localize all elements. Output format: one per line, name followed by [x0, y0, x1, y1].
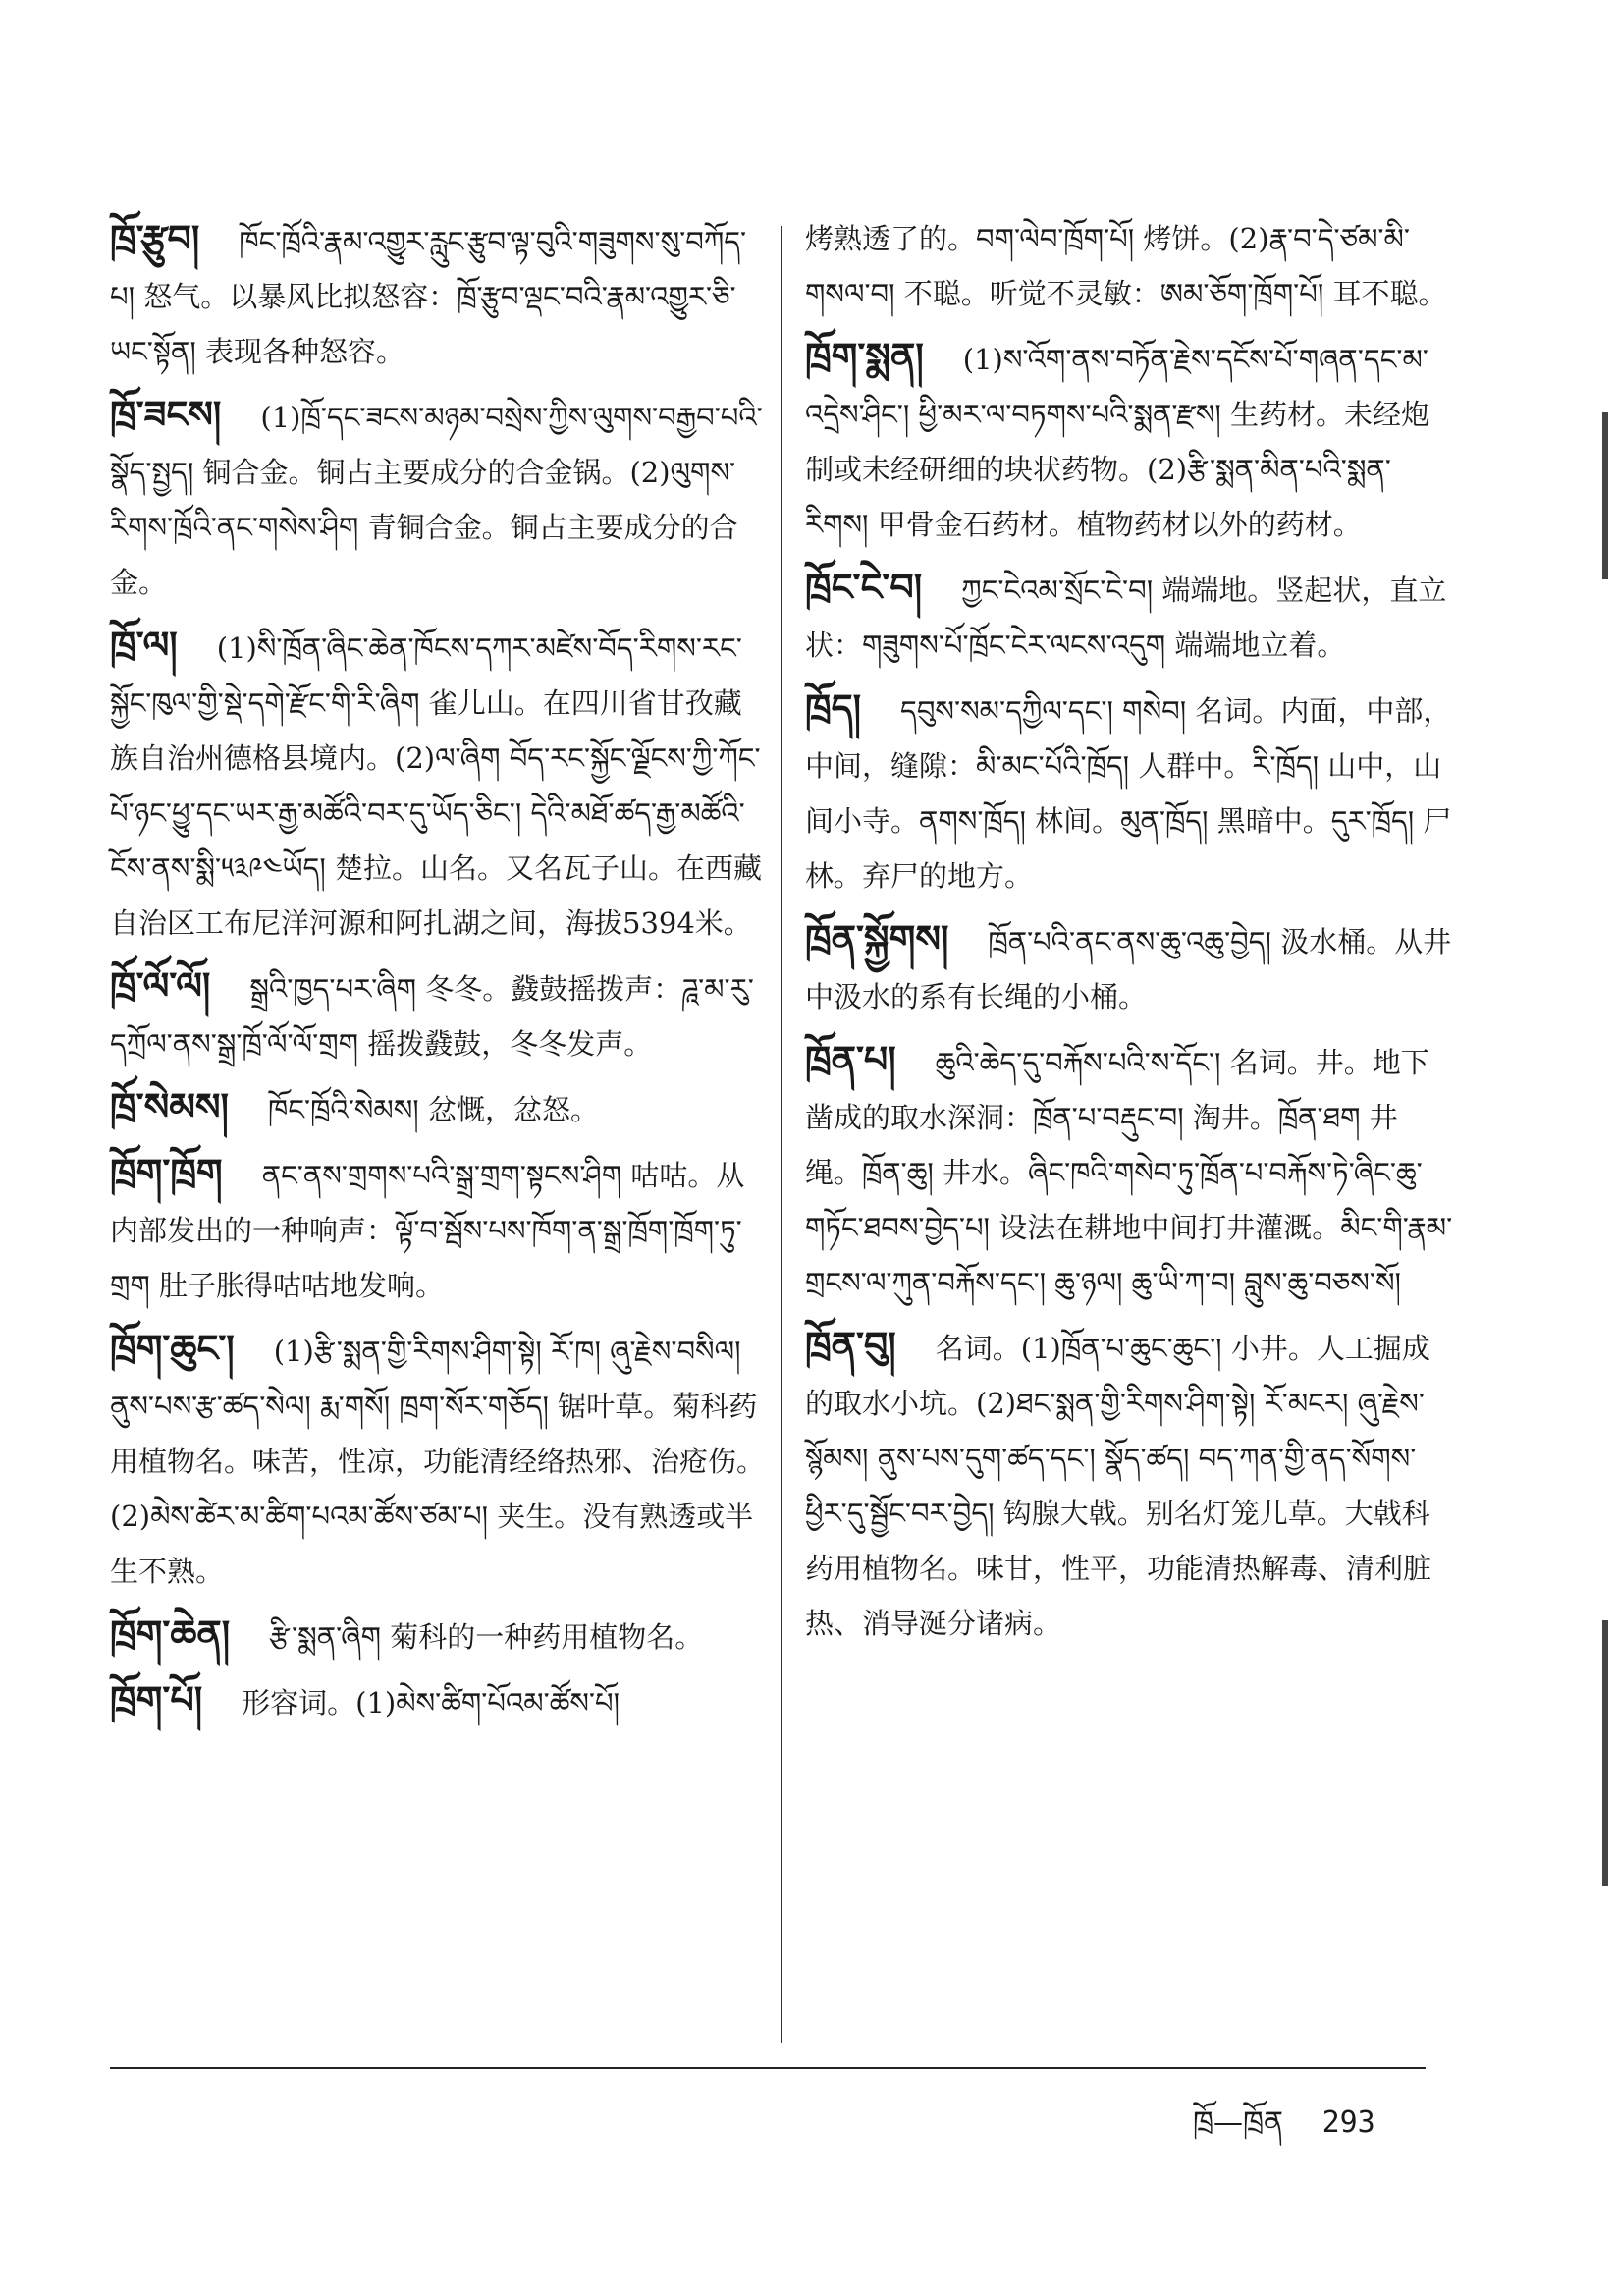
entry-text: དབུས་སམ་དཀྱིལ་དང་། གསེབ། 名词。内面，中部，中间，缝隙：མི་མང་པོའི་ཁྲོད། 人群中。རི་ཁྲོད། 山中，山间小寺。ནགས་ཁྲོད། 林间。མུན་ཁྲོད། 黑暗中。དུར་ཁྲོད། 尸林。弃尸的地方。	[805, 694, 1452, 893]
entry-text: ཁོང་ཁྲོའི་རྣམ་འགྱུར་རླུང་རྩུབ་ལྟ་བུའི་གཟུགས་སུ་བཀོད་པ། 怒气。以暴风比拟怒容：ཁྲོ་རྩུབ་ལྡང་བའི་རྣམ་འགྱུར་ཅི་ཡང་སྟོན། 表现各种怒容。	[110, 225, 747, 368]
column-divider	[781, 226, 782, 2043]
entry-text: (1)རྩི་སྨན་གྱི་རིགས་ཤིག་སྟེ། རོ་ཁ། ཞུ་རྗེས་བསིལ། ནུས་པས་རྩ་ཚད་སེལ། རྨ་གསོ། ཁྲག་སོར་གཅོད། 锯叶草。菊科药用植物名。味苦，性凉，功能清经络热邪、治疮伤。(2)མེས་ཚེར་མ་ཚིག་པའམ་ཚོས་ཙམ་པ། 夹生。没有熟透或半生不熟。	[110, 1335, 766, 1588]
dictionary-entry	[805, 211, 1453, 321]
entry-text: (1)ས་འོག་ནས་བཏོན་རྗེས་དངོས་པོ་གཞན་དང་མ་འདྲེས་ཤིང་། ཕྱི་མར་ལ་བཏགས་པའི་སྨན་རྫས། 生药材。未经炮制或未经研细的块状药物。(2)རྩི་སྨན་མིན་པའི་སྨན་རིགས། 甲骨金石药材。植物药材以外的药材。	[805, 343, 1430, 541]
headword: ཁྲོད།	[805, 685, 862, 730]
dictionary-entry	[805, 1032, 1453, 1310]
entry-text: 形容词。(1)མེས་ཚིག་པོའམ་ཚོས་པོ།	[242, 1686, 620, 1720]
entry-text: ཁོང་ཁྲོའི་སེམས། 忿慨，忿怒。	[268, 1093, 599, 1126]
headword: ཁྲོ་རྩུབ།	[110, 216, 200, 260]
headword: ཁྲོན་སྐྱོགས།	[805, 916, 949, 960]
headword: ཁྲོག་ཆེན།	[110, 1612, 231, 1656]
margin-mark	[1602, 412, 1608, 579]
dictionary-entry	[805, 1318, 1453, 1651]
dictionary-entry	[805, 681, 1453, 903]
dictionary-entry	[110, 1607, 766, 1665]
headword: ཁྲོ་ཟངས།	[110, 392, 222, 436]
dictionary-entry	[110, 1321, 766, 1599]
entry-text: སྒྲའི་ཁྱད་པར་ཞིག 冬冬。鼗鼓摇拨声：ཌཱ་མ་རུ་དཀྲོལ་ནས་སྒྲ་ཁྲོ་ལོ་ལོ་གྲག 摇拨鼗鼓，冬冬发声。	[110, 972, 754, 1061]
entry-text: ཆུའི་ཆེད་དུ་བརྐོས་པའི་ས་དོང་། 名词。井。地下凿成的取水深洞：ཁྲོན་པ་བརྡུང་བ། 淘井。ཁྲོན་ཐག 井绳。ཁྲོན་ཆུ། 井水。ཞིང་ཁའི་གསེབ་ཏུ་ཁྲོན་པ་བརྐོས་ཏེ་ཞིང་ཆུ་གཏོང་ཐབས་བྱེད་པ། 设法在耕地中间打井灌溉。མིང་གི་རྣམ་གྲངས་ལ་ཀུན་བརྐོས་དང་། ཆུ་ཉལ། ཆུ་ཡི་ཀ་བ། བླུས་ཆུ་བཅས་སོ།	[805, 1046, 1453, 1299]
dictionary-entry	[110, 618, 766, 951]
headword: ཁྲོག་པོ།	[110, 1677, 203, 1722]
entry-text: ནང་ནས་གྲགས་པའི་སྒྲ་གྲག་སྟངས་ཤིག 咕咕。从内部发出的一种响声：ལྟོ་བ་སྦོས་པས་ཁོག་ན་སྒྲ་ཁྲོག་ཁྲོག་ཏུ་གྲག 肚子胀得咕咕地发响。	[110, 1159, 745, 1302]
entry-text: ཁྲོན་པའི་ནང་ནས་ཆུ་འཆུ་བྱེད། 汲水桶。从井中汲水的系有长绳的小桶。	[805, 925, 1452, 1013]
headword: ཁྲོག་ཁྲོག	[110, 1150, 223, 1194]
margin-mark	[1602, 1620, 1608, 1886]
headword: ཁྲོན་བུ།	[805, 1323, 896, 1367]
entry-text: 名词。(1)ཁྲོན་པ་ཆུང་ཆུང་། 小井。人工掘成的取水小坑。(2)ཐང་སྨན་གྱི་རིགས་ཤིག་སྟེ། རོ་མངར། ཞུ་རྗེས་སྙོམས། ནུས་པས་དུག་ཚད་དང་། སྣོད་ཚད། བད་ཀན་གྱི་ནད་སོགས་ཕྱིར་དུ་སྦྱོང་བར་བྱེད། 钩腺大戟。别名灯笼儿草。大戟科药用植物名。味甘，性平，功能清热解毒、清利脏热、消导涎分诸病。	[805, 1332, 1432, 1640]
dictionary-entry	[805, 329, 1453, 552]
headword: ཁྲོན་པ།	[805, 1037, 896, 1081]
headword: ཁྲོང་ངེ་བ།	[805, 565, 923, 609]
dictionary-entry	[110, 958, 766, 1071]
dictionary-entry	[110, 1672, 766, 1730]
dictionary-entry	[805, 560, 1453, 673]
page-number: 293	[1321, 2105, 1375, 2140]
dictionary-entry	[110, 387, 766, 610]
headword: ཁྲོག་ཆུང་།	[110, 1326, 235, 1370]
footer-range: ཁྲོ—ཁྲོན	[1193, 2105, 1284, 2140]
entry-text: (1)ཁྲོ་དང་ཟངས་མཉམ་བསྲེས་ཀྱིས་ལུགས་བརྒྱབ་པའི་སྣོད་སྤྱད། 铜合金。铜占主要成分的合金锅。(2)ལུགས་རིགས་ཁྲོའི་ནང་གསེས་ཤིག 青铜合金。铜占主要成分的合金。	[110, 401, 763, 599]
dictionary-entry	[110, 1079, 766, 1137]
entry-text: ཀྱང་ངེའམ་སྲོང་ངེ་བ། 端端地。竖起状，直立状：གཟུགས་པོ་ཁྲོང་ངེར་ལངས་འདུག 端端地立着。	[805, 574, 1447, 662]
dictionary-entry	[805, 911, 1453, 1024]
headword: ཁྲོ་ལོ་ལོ།	[110, 963, 211, 1008]
entry-text: རྩི་སྨན་ཞིག 菊科的一种药用植物名。	[269, 1620, 704, 1654]
entry-text: 烤熟透了的。བག་ལེབ་ཁྲོག་པོ། 烤饼。(2)རྣ་བ་དེ་ཙམ་མི་གསལ་བ། 不聪。听觉不灵敏：ཨམ་ཅོག་ཁྲོག་པོ། 耳不聪。	[805, 222, 1447, 310]
entry-text: (1)སི་ཁྲོན་ཞིང་ཆེན་ཁོངས་དཀར་མཛེས་བོད་རིགས་རང་སྐྱོང་ཁུལ་གྱི་སྡེ་དགེ་རྫོང་གི་རི་ཞིག 雀儿山。在四川省甘孜藏族自治州德格县境内。(2)ལ་ཞིག བོད་རང་སྐྱོང་ལྗོངས་ཀྱི་ཀོང་པོ་ཉང་ཕྱུ་དང་ཡར་རྒྱ་མཚོའི་བར་དུ་ཡོད་ཅིང་། དེའི་མཐོ་ཚད་རྒྱ་མཚོའི་ངོས་ནས་སྨི་༥༣༩༤ཡོད། 楚拉。山名。又名瓦子山。在西藏自治区工布尼洋河源和阿扎湖之间，海拔5394米。	[110, 631, 763, 940]
bottom-rule	[110, 2067, 1426, 2069]
right-column	[805, 211, 1453, 1659]
page-footer	[1193, 2090, 1375, 2172]
left-column	[110, 211, 766, 1738]
headword: ཁྲོ་སེམས།	[110, 1084, 229, 1128]
headword: ཁྲོ་ལ།	[110, 623, 178, 667]
headword: ཁྲོག་སྨན།	[805, 334, 924, 378]
dictionary-entry	[110, 211, 766, 379]
dictionary-entry	[110, 1145, 766, 1313]
